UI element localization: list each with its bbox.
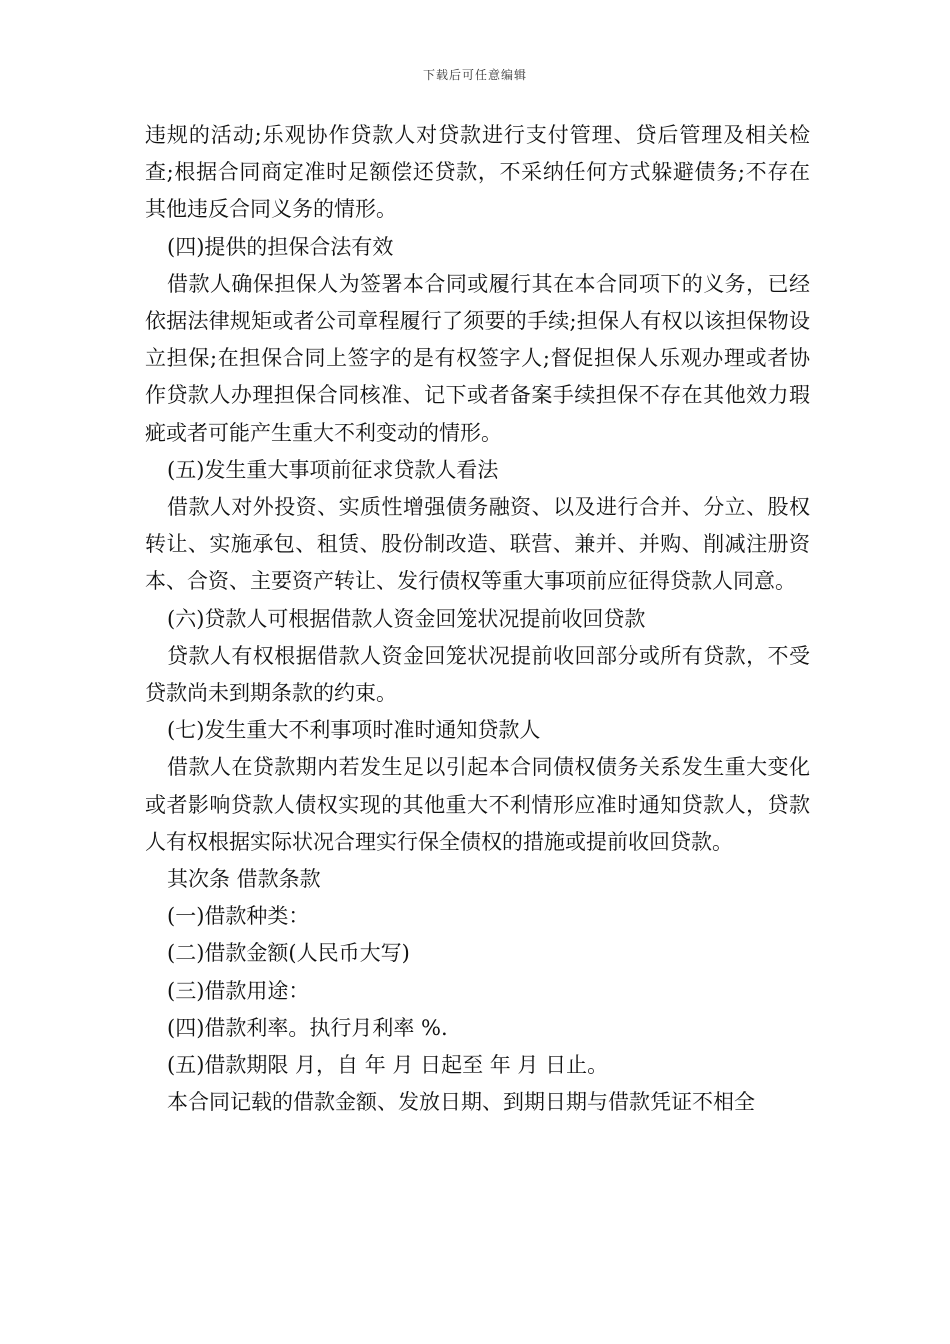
page-header-note: 下载后可任意编辑 bbox=[422, 68, 527, 82]
paragraph-notification: 借款人在贷款期内若发生足以引起本合同债权债务关系发生重大变化或者影响贷款人债权实现的其他重大不利情形应准时通知贷款人，贷款人有权根据实际状况合理实行保全债权的措施或提前收回贷款。 bbox=[145, 755, 810, 854]
loan-term-purpose: (三)借款用途： bbox=[167, 978, 310, 1003]
loan-term-type: (一)借款种类： bbox=[167, 904, 310, 929]
paragraph-obligations-continued: 违规的活动;乐观协作贷款人对贷款进行支付管理、贷后管理及相关检查;根据合同商定准时足额偿还贷款，不采纳任何方式躲避债务;不存在其他违反合同义务的情形。 bbox=[145, 123, 810, 222]
clause-heading-6: (六)贷款人可根据借款人资金回笼状况提前收回贷款 bbox=[167, 606, 646, 631]
clause-heading-5: (五)发生重大事项前征求贷款人看法 bbox=[167, 457, 499, 482]
loan-term-interest-rate: (四)借款利率。执行月利率 %. bbox=[167, 1015, 448, 1040]
paragraph-major-matters: 借款人对外投资、实质性增强债务融资、以及进行合并、分立、股权转让、实施承包、租赁、股份制改造、联营、兼并、并购、削减注册资本、合资、主要资产转让、发行债权等重大事项前应征得贷款人同意。 bbox=[145, 495, 810, 594]
clause-heading-7: (七)发生重大不利事项时准时通知贷款人 bbox=[167, 718, 541, 743]
document-body bbox=[145, 117, 810, 1121]
paragraph-early-recovery: 贷款人有权根据借款人资金回笼状况提前收回部分或所有贷款，不受贷款尚未到期条款的约束。 bbox=[145, 643, 810, 706]
paragraph-guarantee: 借款人确保担保人为签署本合同或履行其在本合同项下的义务，已经依据法律规矩或者公司章程履行了须要的手续;担保人有权以该担保物设立担保;在担保合同上签字的是有权签字人;督促担保人乐观办理或者协作贷款人办理担保合同核准、记下或者备案手续担保不存在其他效力瑕疵或者可能产生重大不利变动的情形。 bbox=[145, 271, 810, 445]
paragraph-records-mismatch: 本合同记载的借款金额、发放日期、到期日期与借款凭证不相全 bbox=[167, 1090, 755, 1115]
loan-term-amount: (二)借款金额(人民币大写) bbox=[167, 941, 410, 966]
loan-term-period: (五)借款期限 月，自 年 月 日起至 年 月 日止。 bbox=[167, 1053, 609, 1078]
clause-heading-4: (四)提供的担保合法有效 bbox=[167, 234, 394, 259]
section-heading-loan-terms: 其次条 借款条款 bbox=[167, 867, 321, 892]
